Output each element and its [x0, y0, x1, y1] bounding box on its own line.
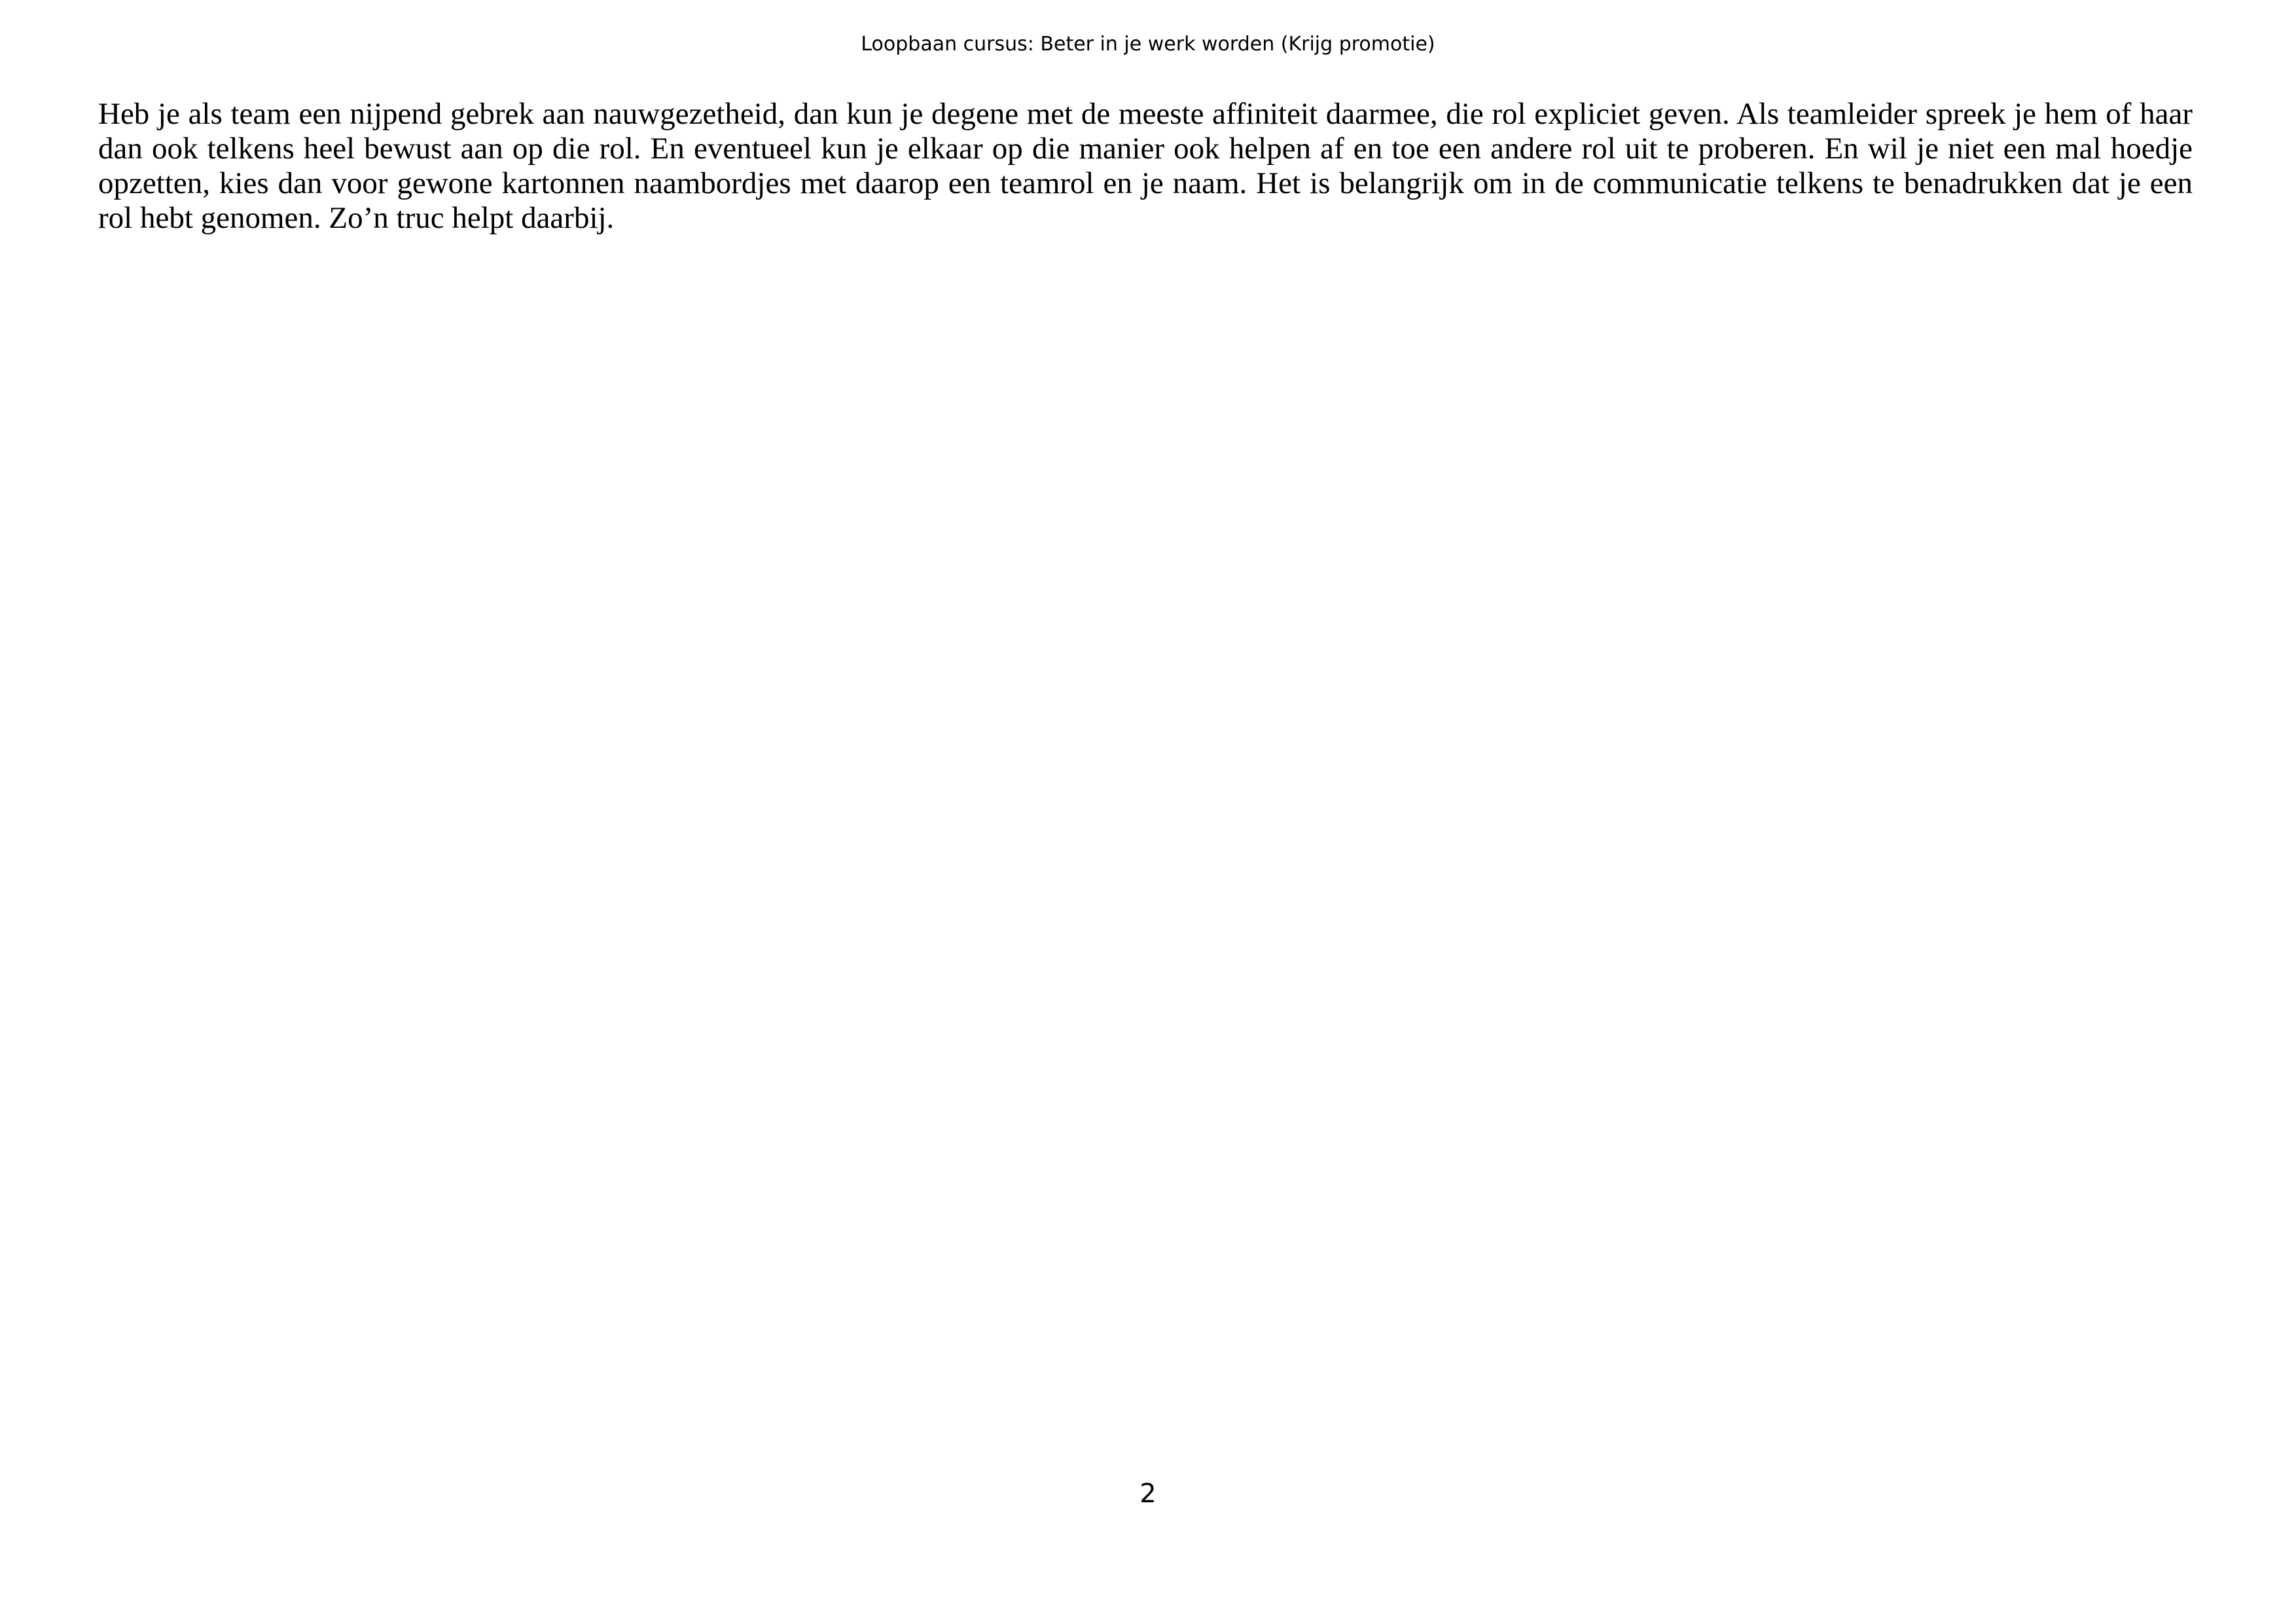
body-paragraph: Heb je als team een nijpend gebrek aan nauwgezetheid, dan kun je degene met de meeste affiniteit daarmee, die rol expliciet geven. Als teamleider spreek je hem of haar dan ook telkens heel bewust aan op die rol. En eventueel kun je elkaar op die manier ook helpen af en toe een andere rol uit te proberen. En wil je niet een mal hoedje opzetten, kies dan voor gewone kartonnen naambordjes met daarop een teamrol en je naam. Het is belangrijk om in de communicatie telkens te benadrukken dat je een rol hebt genomen. Zo’n truc helpt daarbij. — [98, 97, 2193, 235]
running-header: Loopbaan cursus: Beter in je werk worden (Krijg promotie) — [861, 33, 1435, 56]
page-number: 2 — [1139, 1479, 1157, 1509]
